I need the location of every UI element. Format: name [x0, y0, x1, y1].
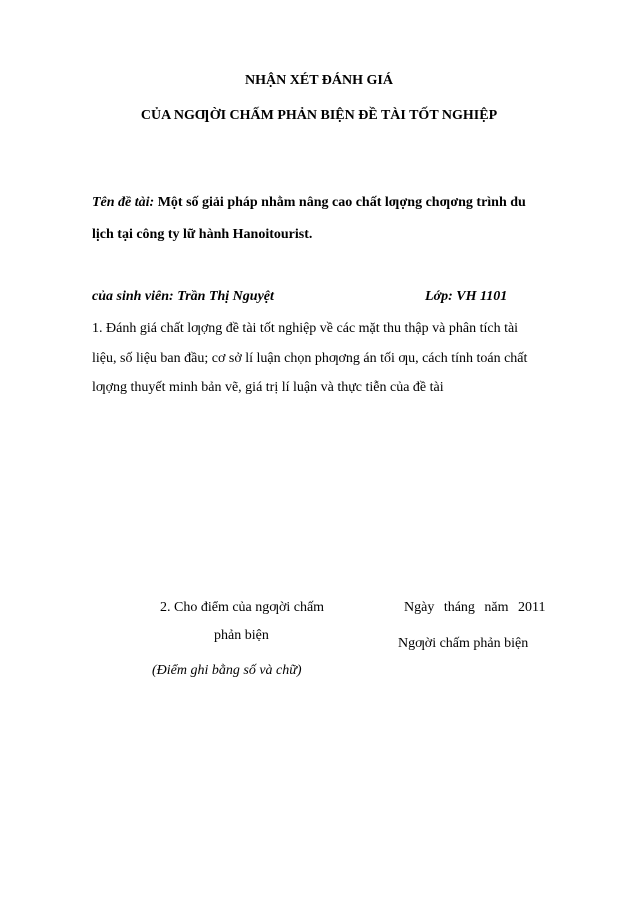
class-line [425, 289, 507, 305]
score-heading-2: phản biện [214, 628, 269, 643]
topic-text-2: lịch tại công ty lữ hành Hanoitourist. [92, 227, 313, 242]
document-title: NHẬN XÉT ĐÁNH GIÁ [245, 73, 393, 88]
class-value: VH 1101 [452, 289, 508, 304]
signature-role: Ngƣời chấm phản biện [398, 636, 529, 651]
student-line [92, 289, 274, 305]
class-label: Lớp: [425, 289, 453, 304]
topic-label: Tên đề tài: [92, 195, 155, 210]
section1-line-2: liệu, số liệu ban đầu; cơ sở lí luận chọn phƣơng án tối ƣu, cách tính toán chất [92, 351, 528, 366]
section1-line-1: 1. Đánh giá chất lƣợng đề tài tốt nghiệp về các mặt thu thập và phân tích tài [92, 321, 519, 336]
document-subtitle: CỦA NGƢỜI CHẤM PHẢN BIỆN ĐỀ TÀI TỐT NGHIỆP [140, 108, 498, 123]
student-label: của sinh viên: [92, 289, 174, 304]
score-note: (Điểm ghi bằng số và chữ) [152, 663, 302, 678]
score-heading-1: 2. Cho điểm của ngƣời chấm [160, 600, 325, 615]
topic-text-1: Một số giải pháp nhằm nâng cao chất lƣợng chƣơng trình du [154, 195, 526, 210]
section1-line-3: lƣợng thuyết minh bản vẽ, giá trị lí luận và thực tiễn của đề tài [92, 380, 444, 395]
student-name: Trần Thị Nguyệt [173, 289, 274, 304]
signature-date: Ngày tháng năm 2011 [404, 600, 546, 615]
topic-line-1 [92, 195, 526, 211]
